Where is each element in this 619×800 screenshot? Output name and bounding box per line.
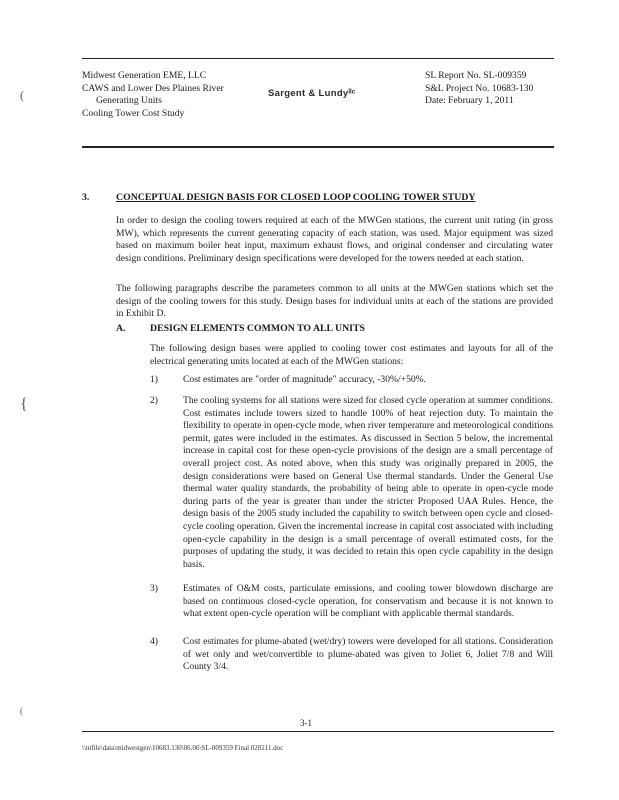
report-number: SL Report No. SL-009359 — [425, 70, 527, 81]
station-group: CAWS and Lower Des Plaines River — [82, 82, 224, 94]
project-number: S&L Project No. 10683-130 — [425, 82, 534, 94]
list-item-text: Estimates of O&M costs, particulate emissions, and cooling tower blowdown discharge are based on continuous closed-cycle operation, for conservatism and because it is not known to what extent open-cycle operation will be compliant with applicable thermal standards. — [183, 583, 553, 620]
sargent-lundy-logo: Sargent & Lundyˡˡᶜ — [268, 88, 356, 99]
header-top-rule — [82, 58, 554, 59]
margin-mark: { — [20, 396, 28, 413]
list-item-number: 4) — [150, 636, 158, 647]
list-item-text: Cost estimates for plume-abated (wet/dry) towers were developed for all stations. Consideration of wet only and wet/convertible to plume-abated was given to Joliet 6, Joliet 7/8 and Will County 3/4. — [183, 636, 553, 673]
station-group-cont: Generating Units — [96, 95, 162, 106]
section-number: 3. — [82, 192, 90, 203]
subsection-letter: A. — [116, 323, 126, 334]
list-item-number: 1) — [150, 374, 158, 385]
page-number: 3-1 — [300, 718, 312, 728]
subsection-title: DESIGN ELEMENTS COMMON TO ALL UNITS — [150, 323, 365, 334]
company-name: Midwest Generation EME, LLC — [82, 70, 207, 81]
margin-mark: ( — [20, 706, 23, 716]
footer-rule — [82, 731, 554, 732]
margin-mark: ( — [20, 88, 24, 102]
list-item-number: 2) — [150, 395, 158, 406]
subsection-intro: The following design bases were applied to cooling tower cost estimates and layouts for all of the electrical generating units located at each of the MWGen stations: — [150, 343, 553, 367]
list-item-text: The cooling systems for all stations were sized for closed cycle operation at summer conditions. Cost estimates include towers sized to handle 100% of heat rejection duty. To maintain the flexibility to operate in open-cycle mode, when river temperature and meteorological conditions permit, gates were included in the estimates. As discussed in Section 5 below, the incremental increase in capital cost for these open-cycle provisions of the design are a small percentage of overall project cost. As noted above, when this study was originally prepared in 2005, the design considerations were based on General Use thermal standards. Under the General Use thermal water quality standards, the probability of being able to operate in open-cycle mode during parts of the year is greater than under the stricter Proposed UAA Rules. Hence, the design basis of the 2005 study included the capability to switch between open cycle and closed-cycle cooling operation. Given the incremental increase in capital cost associated with including open-cycle capability in the design is a small percentage of overall estimated costs, for the purposes of updating the study, it was decided to retain this open cycle capability in the design basis. — [183, 395, 553, 570]
list-item-number: 3) — [150, 583, 158, 594]
report-date: Date: February 1, 2011 — [425, 95, 514, 106]
header-left-block — [82, 70, 282, 120]
header-bottom-rule — [82, 146, 554, 148]
study-name: Cooling Tower Cost Study — [82, 107, 185, 119]
section-paragraph: In order to design the cooling towers required at each of the MWGen stations, the current unit rating (in gross MW), which represents the current generating capacity of each station, was used. Major equipment was sized based on maximum boiler heat input, maximum exhaust flows, and original condenser and circulating water design conditions. Preliminary design specifications were developed for the towers needed at each station. — [116, 215, 553, 264]
section-paragraph: The following paragraphs describe the parameters common to all units at the MWGen stations which set the design of the cooling towers for this study. Design bases for individual units at each of the stations are provided in Exhibit D. — [116, 283, 553, 320]
header-right-block — [425, 70, 560, 108]
list-item-text: Cost estimates are "order of magnitude" accuracy, -30%/+50%. — [183, 374, 427, 385]
section-title: CONCEPTUAL DESIGN BASIS FOR CLOSED LOOP COOLING TOWER STUDY — [116, 192, 476, 203]
footer-file-path: \\ntfile\data\midwestgen\10683.130\06.06\SL-009359 Final 020211.doc — [82, 744, 284, 752]
